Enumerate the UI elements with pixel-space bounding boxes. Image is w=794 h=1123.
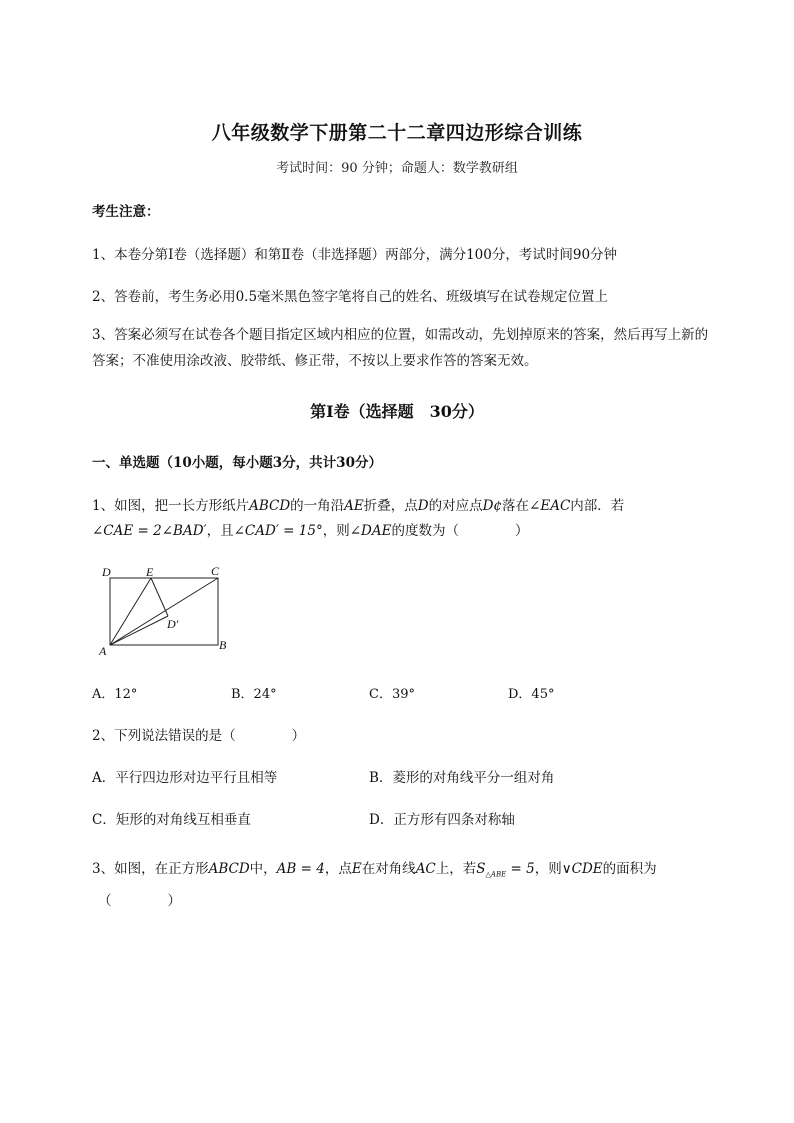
q1-option-d[interactable]: D．45° <box>508 687 555 702</box>
q1-dae: DAE <box>361 523 392 539</box>
q1-text: 内部．若 <box>570 498 625 514</box>
q1-text: ） <box>514 523 529 539</box>
q2-text: 2、下列说法错误的是（ <box>92 728 236 744</box>
label-d-prime: D′ <box>167 617 179 631</box>
q1-eac: EAC <box>540 498 571 514</box>
q3-area-symbol: S <box>476 861 486 877</box>
q1-text: ，且 <box>206 523 234 539</box>
q2-text: ） <box>291 728 306 744</box>
q1-option-c[interactable]: C．39° <box>369 687 415 702</box>
exam-info: 考试时间：90 分钟；命题人：数学教研组 <box>276 161 518 176</box>
q1-dprime: D¢ <box>482 498 503 514</box>
q3-text: ，点 <box>324 861 352 877</box>
label-a: A <box>99 644 107 658</box>
q3-text: ） <box>167 893 181 909</box>
q1-ae: AE <box>344 498 364 514</box>
q1-condition-1: ∠CAE = 2∠BAD′ <box>92 523 207 539</box>
part-title: 第Ⅰ卷（选择题 30分） <box>310 402 484 421</box>
q1-text: 折叠，点 <box>363 498 418 514</box>
q3-text: 上，若 <box>435 861 477 877</box>
q3-text: 的面积为 <box>602 861 657 877</box>
q3-ab-equals: AB = 4 <box>276 861 325 877</box>
q3-text: 3、如图，在正方形 <box>92 861 209 877</box>
q3-text: 中， <box>249 861 277 877</box>
q2-option-b[interactable]: B．菱形的对角线平分一组对角 <box>369 770 555 786</box>
q3-text: ，则∨ <box>534 861 572 877</box>
q3-e: E <box>351 861 362 877</box>
q2-option-c[interactable]: C．矩形的对角线互相垂直 <box>92 812 251 828</box>
notes-heading: 考生注意： <box>92 204 160 220</box>
diagonal-ac <box>110 578 218 645</box>
q3-area-value: = 5 <box>506 861 535 877</box>
note-item-2: 2、答卷前，考生务必用0.5毫米黑色签字笔将自己的姓名、班级填写在试卷规定位置上 <box>92 289 609 305</box>
q1-text: 的一角沿 <box>290 498 345 514</box>
q1-abcd: ABCD <box>249 498 291 514</box>
q1-d: D <box>417 498 429 514</box>
q3-text: （ <box>98 893 112 909</box>
question-3-stem <box>92 857 657 879</box>
rectangle-fold-figure <box>96 562 236 658</box>
q3-text: 在对角线 <box>361 861 416 877</box>
q3-ac: AC <box>415 861 436 877</box>
q3-area-subscript: △ABE <box>485 870 507 879</box>
q1-option-b[interactable]: B．24° <box>231 687 277 702</box>
q2-option-d[interactable]: D．正方形有四条对称轴 <box>369 812 515 828</box>
q1-text: 的度数为（ <box>391 523 459 539</box>
q1-condition-2: ∠CAD′ = 15° <box>233 523 323 539</box>
q1-text: 1、如图，把一长方形纸片 <box>92 498 250 514</box>
q1-text: 落在∠ <box>502 498 541 514</box>
question-1-line-2 <box>92 519 528 539</box>
page-title: 八年级数学下册第二十二章四边形综合训练 <box>211 122 583 144</box>
note-item-1: 1、本卷分第Ⅰ卷（选择题）和第Ⅱ卷（非选择题）两部分，满分100分，考试时间90分钟 <box>92 247 618 263</box>
q2-option-a[interactable]: A．平行四边形对边平行且相等 <box>92 770 278 786</box>
note-item-3: 3、答案必须写在试卷各个题目指定区域内相应的位置，如需改动，先划掉原来的答案，然后再写上新的答案；不准使用涂改液、胶带纸、修正带，不按以上要求作答的答案无效。 <box>92 327 709 369</box>
q3-abcd: ABCD <box>208 861 250 877</box>
label-e: E <box>146 565 154 579</box>
question-3-blank <box>98 889 181 909</box>
q1-text: ，则∠ <box>322 523 362 539</box>
question-1-line-1 <box>92 494 624 514</box>
label-d: D <box>102 565 111 579</box>
question-2-stem <box>92 724 305 744</box>
label-b: B <box>219 638 227 652</box>
q1-option-a[interactable]: A．12° <box>92 687 138 702</box>
q3-cde: CDE <box>571 861 603 877</box>
section-heading: 一、单选题（10小题，每小题3分，共计30分） <box>92 455 382 471</box>
label-c: C <box>211 564 220 578</box>
segment-ed-prime <box>151 578 168 616</box>
q1-text: 的对应点 <box>428 498 483 514</box>
